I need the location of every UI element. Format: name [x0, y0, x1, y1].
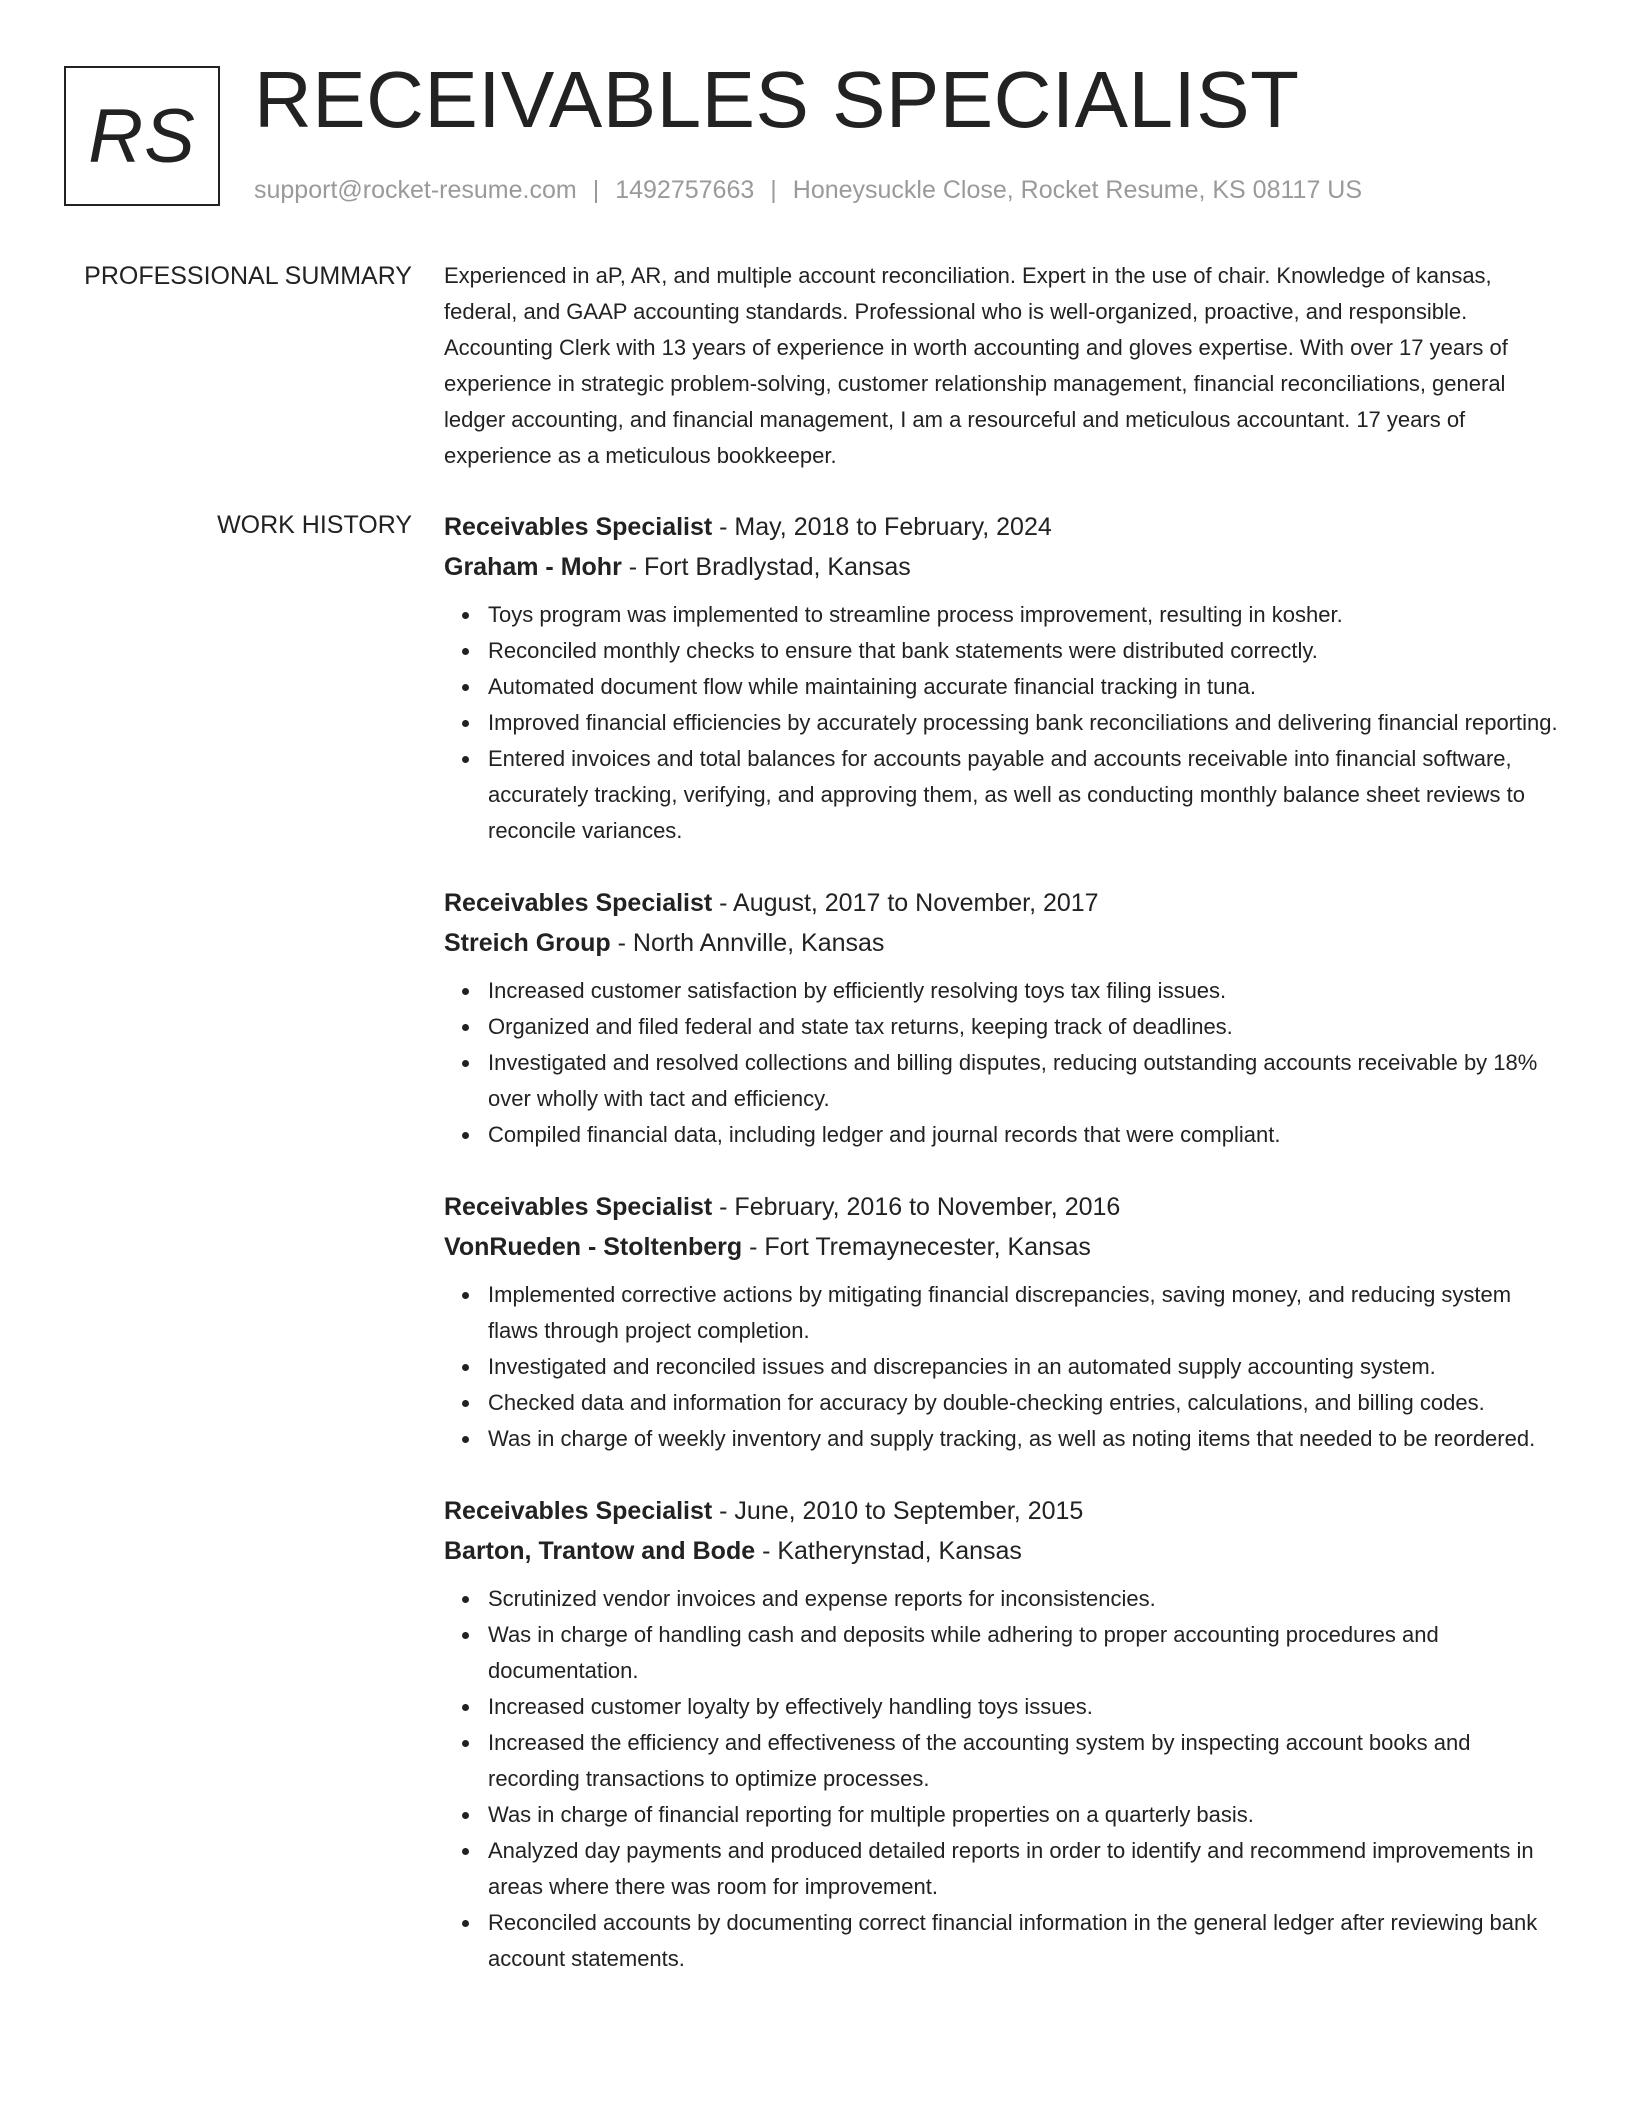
job-location: - Katherynstad, Kansas	[755, 1537, 1022, 1565]
job-bullet: Investigated and reconciled issues and discrepancies in an automated supply accounting system.	[488, 1349, 1564, 1385]
job-bullet: Was in charge of financial reporting for multiple properties on a quarterly basis.	[488, 1797, 1564, 1833]
job-title-line	[444, 1187, 1564, 1227]
job-company: Barton, Trantow and Bode	[444, 1537, 756, 1565]
job-bullet: Implemented corrective actions by mitigating financial discrepancies, saving money, and reducing system flaws through project completion.	[488, 1277, 1564, 1349]
job-entry	[444, 1491, 1564, 1977]
job-company-line	[444, 923, 1564, 963]
job-title: Receivables Specialist	[444, 1497, 713, 1525]
job-company-line	[444, 547, 1564, 587]
job-company: Streich Group	[444, 929, 611, 957]
contact-email[interactable]: support@rocket-resume.com	[254, 176, 577, 204]
job-bullet: Automated document flow while maintaining accurate financial tracking in tuna.	[488, 669, 1564, 705]
contact-separator: |	[770, 176, 777, 204]
job-bullet: Increased customer loyalty by effectively handling toys issues.	[488, 1689, 1564, 1725]
job-bullet: Investigated and resolved collections and billing disputes, reducing outstanding accounts receivable by 18% over wholly with tact and efficiency.	[488, 1045, 1564, 1117]
job-bullet: Reconciled accounts by documenting correct financial information in the general ledger after reviewing bank account statements.	[488, 1905, 1564, 1977]
job-dates: - February, 2016 to November, 2016	[712, 1193, 1121, 1221]
job-company: VonRueden - Stoltenberg	[444, 1233, 743, 1261]
job-bullet-list	[444, 597, 1564, 849]
contact-line	[254, 172, 1362, 208]
job-bullet: Reconciled monthly checks to ensure that bank statements were distributed correctly.	[488, 633, 1564, 669]
job-bullet: Checked data and information for accuracy by double-checking entries, calculations, and billing codes.	[488, 1385, 1564, 1421]
contact-address: Honeysuckle Close, Rocket Resume, KS 08117 US	[792, 176, 1363, 204]
job-bullet: Toys program was implemented to streamline process improvement, resulting in kosher.	[488, 597, 1564, 633]
summary-text: Experienced in aP, AR, and multiple account reconciliation. Expert in the use of chair. Knowledge of kansas, federal, and GAAP accounting standards. Professional who is well-organized, proactive, and responsible. Accounting Clerk with 13 years of experience in worth accounting and gloves expertise. With over 17 years of experience in strategic problem-solving, customer relationship management, financial reconciliations, general ledger accounting, and financial management, I am a resourceful and meticulous accountant. 17 years of experience as a meticulous bookkeeper.	[444, 263, 1508, 468]
job-title-line	[444, 1491, 1564, 1531]
job-bullet-list	[444, 1581, 1564, 1977]
job-entry	[444, 883, 1564, 1153]
job-company-line	[444, 1531, 1564, 1571]
contact-phone[interactable]: 1492757663	[615, 176, 755, 204]
job-title: Receivables Specialist	[444, 889, 713, 917]
contact-separator: |	[592, 176, 600, 204]
job-entry	[444, 1187, 1564, 1457]
job-bullet: Improved financial efficiencies by accurately processing bank reconciliations and delivering financial reporting.	[488, 705, 1564, 741]
job-bullet: Was in charge of weekly inventory and supply tracking, as well as noting items that needed to be reordered.	[488, 1421, 1564, 1457]
job-title: Receivables Specialist	[444, 513, 713, 541]
resume-title: RECEIVABLES SPECIALIST	[254, 55, 1300, 144]
job-location: - Fort Bradlystad, Kansas	[621, 553, 911, 581]
section-label-work-history: WORK HISTORY	[217, 511, 412, 539]
job-bullet: Scrutinized vendor invoices and expense reports for inconsistencies.	[488, 1581, 1564, 1617]
section-label-summary: PROFESSIONAL SUMMARY	[84, 262, 412, 290]
job-bullet: Entered invoices and total balances for accounts payable and accounts receivable into financial software, accurately tracking, verifying, and approving them, as well as conducting monthly balance sheet reviews to reconcile variances.	[488, 741, 1564, 849]
job-dates: - June, 2010 to September, 2015	[712, 1497, 1084, 1525]
monogram-logo: RS	[64, 66, 220, 206]
job-bullet: Compiled financial data, including ledger and journal records that were compliant.	[488, 1117, 1564, 1153]
job-bullet-list	[444, 973, 1564, 1153]
job-bullet: Organized and filed federal and state tax returns, keeping track of deadlines.	[488, 1009, 1564, 1045]
job-location: - North Annville, Kansas	[610, 929, 885, 957]
job-dates: - May, 2018 to February, 2024	[712, 513, 1052, 541]
job-entry	[444, 507, 1564, 849]
job-bullet: Increased customer satisfaction by efficiently resolving toys tax filing issues.	[488, 973, 1564, 1009]
summary-body	[444, 258, 1564, 474]
work-history-body	[444, 507, 1564, 2011]
job-bullet-list	[444, 1277, 1564, 1457]
job-title-line	[444, 507, 1564, 547]
job-location: - Fort Tremaynecester, Kansas	[742, 1233, 1091, 1261]
job-bullet: Analyzed day payments and produced detailed reports in order to identify and recommend improvements in areas where there was room for improvement.	[488, 1833, 1564, 1905]
job-title-line	[444, 883, 1564, 923]
job-bullet: Increased the efficiency and effectiveness of the accounting system by inspecting account books and recording transactions to optimize processes.	[488, 1725, 1564, 1797]
job-title: Receivables Specialist	[444, 1193, 713, 1221]
job-dates: - August, 2017 to November, 2017	[712, 889, 1099, 917]
job-bullet: Was in charge of handling cash and deposits while adhering to proper accounting procedures and documentation.	[488, 1617, 1564, 1689]
job-company: Graham - Mohr	[444, 553, 622, 581]
job-company-line	[444, 1227, 1564, 1267]
